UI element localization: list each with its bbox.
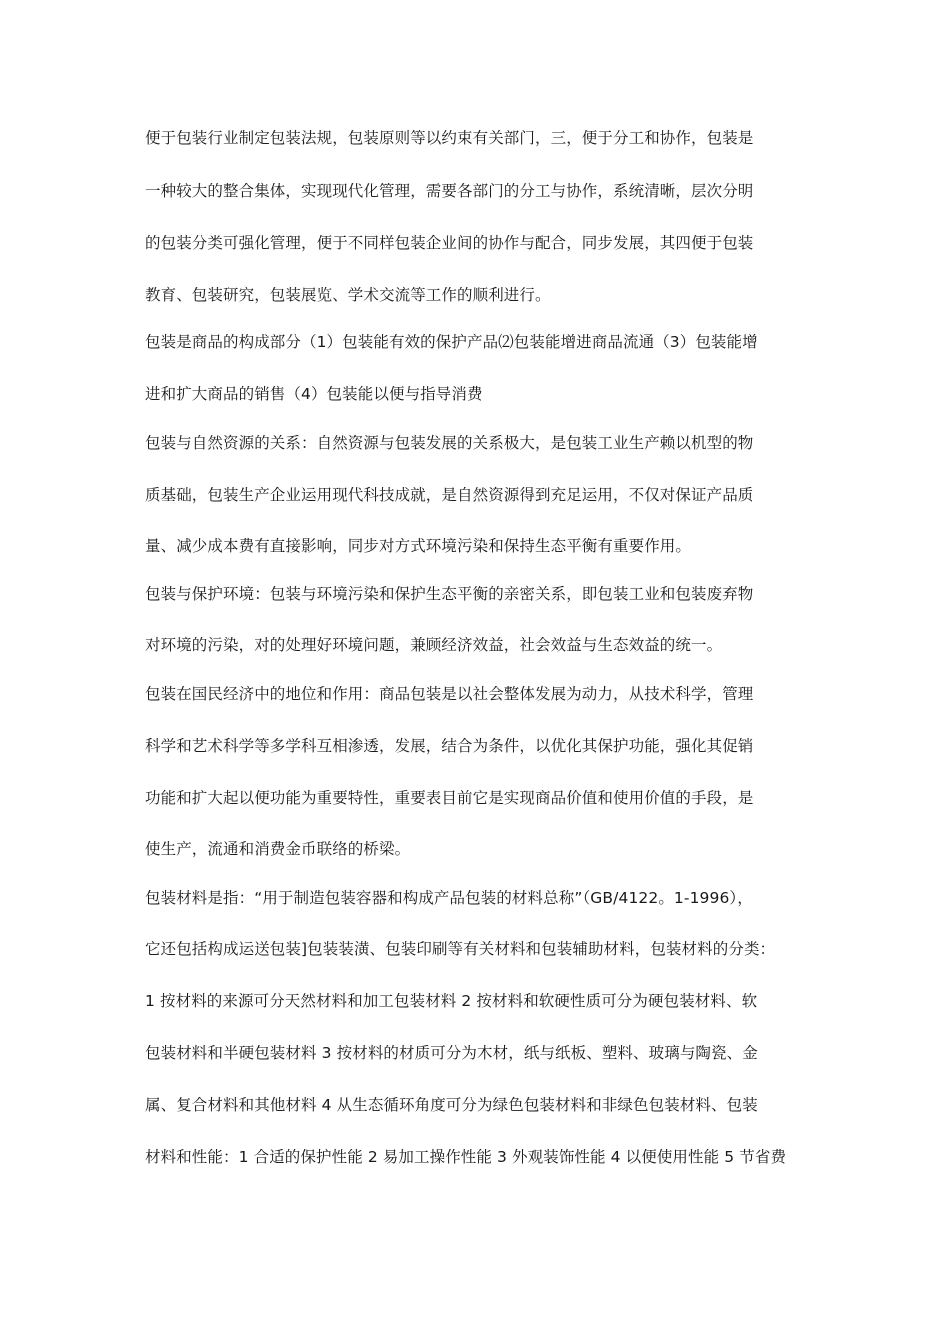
text-line: 它还包括构成运送包装]包装装潢、包装印刷等有关材料和包装辅助材料，包装材料的分类： xyxy=(145,940,776,958)
text-line: 1 按材料的来源可分天然材料和加工包装材料 2 按材料和软硬性质可分为硬包装材料、软 xyxy=(145,992,758,1010)
text-line: 对环境的污染，对的处理好环境问题，兼顾经济效益，社会效益与生态效益的统一。 xyxy=(145,636,723,654)
text-line: 的包装分类可强化管理，便于不同样包装企业间的协作与配合，同步发展，其四便于包装 xyxy=(145,234,754,252)
text-line: 包装与自然资源的关系：自然资源与包装发展的关系极大，是包装工业生产赖以机型的物 xyxy=(145,434,754,452)
text-line: 包装与保护环境：包装与环境污染和保护生态平衡的亲密关系，即包装工业和包装废弃物 xyxy=(145,585,754,603)
text-line: 量、减少成本费有直接影响，同步对方式环境污染和保持生态平衡有重要作用。 xyxy=(145,537,692,555)
text-line: 质基础，包装生产企业运用现代科技成就，是自然资源得到充足运用，不仅对保证产品质 xyxy=(145,486,754,504)
text-line: 功能和扩大起以便功能为重要特性，重要表目前它是实现商品价值和使用价值的手段，是 xyxy=(145,789,754,807)
text-line: 包装在国民经济中的地位和作用：商品包装是以社会整体发展为动力，从技术科学，管理 xyxy=(145,685,754,703)
text-line: 一种较大的整合集体，实现现代化管理，需要各部门的分工与协作，系统清晰，层次分明 xyxy=(145,182,754,200)
text-line: 材料和性能：1 合适的保护性能 2 易加工操作性能 3 外观装饰性能 4 以便使用性能 5 节省费 xyxy=(145,1148,787,1166)
text-line: 科学和艺术科学等多学科互相渗透，发展，结合为条件，以优化其保护功能，强化其促销 xyxy=(145,737,754,755)
text-line: 属、复合材料和其他材料 4 从生态循环角度可分为绿色包装材料和非绿色包装材料、包装 xyxy=(145,1096,758,1114)
text-line: 包装材料和半硬包装材料 3 按材料的材质可分为木材，纸与纸板、塑料、玻璃与陶瓷、金 xyxy=(145,1044,758,1062)
text-line: 便于包装行业制定包装法规，包装原则等以约束有关部门，三，便于分工和协作，包装是 xyxy=(145,129,754,147)
text-line: 包装材料是指：“用于制造包装容器和构成产品包装的材料总称”（GB/4122。1-1996）， xyxy=(145,889,753,907)
text-line: 使生产，流通和消费金币联络的桥梁。 xyxy=(145,840,411,858)
text-line: 包装是商品的构成部分（1）包装能有效的保护产品⑵包装能增进商品流通（3）包装能增 xyxy=(145,333,758,351)
text-line: 进和扩大商品的销售（4）包装能以便与指导消费 xyxy=(145,385,483,403)
text-line: 教育、包装研究，包装展览、学术交流等工作的顺利进行。 xyxy=(145,286,551,304)
